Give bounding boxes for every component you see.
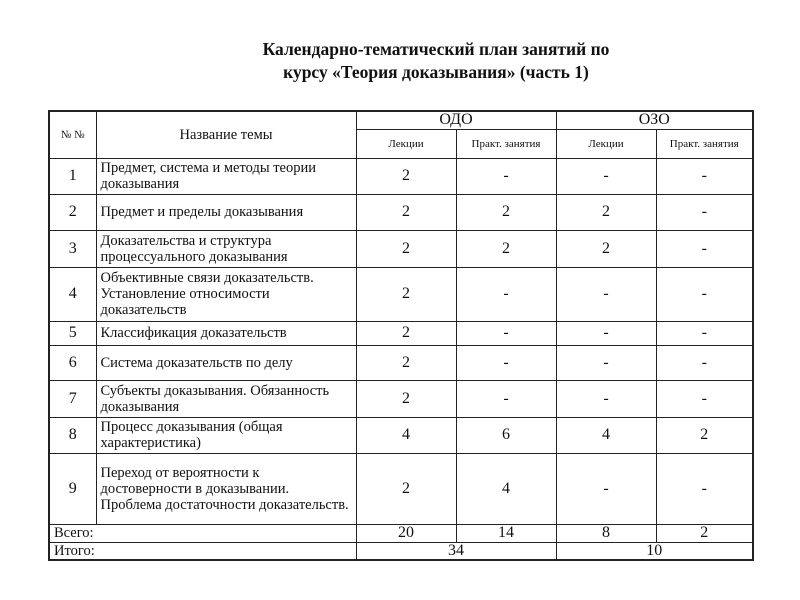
- ozo-lectures: -: [556, 453, 656, 524]
- ozo-practice: -: [656, 158, 753, 194]
- ozo-practice: -: [656, 267, 753, 321]
- odo-practice: 6: [456, 417, 556, 453]
- title-line-1: Календарно-тематический план занятий по: [262, 39, 610, 59]
- ozo-practice: -: [656, 230, 753, 267]
- odo-lectures: 4: [356, 417, 456, 453]
- schedule-table: [48, 110, 754, 561]
- total-row: [49, 524, 753, 542]
- ozo-lectures: -: [556, 321, 656, 345]
- topic-name: Предмет и пределы доказывания: [96, 194, 356, 230]
- grand-odo: 34: [356, 542, 556, 560]
- odo-practice: -: [456, 267, 556, 321]
- total-label: Всего:: [49, 524, 356, 542]
- odo-lectures: 2: [356, 230, 456, 267]
- topic-name: Система доказательств по делу: [96, 345, 356, 380]
- table-row: [49, 380, 753, 417]
- header-ozo-lectures: Лекции: [556, 129, 656, 158]
- table-row: [49, 345, 753, 380]
- total-ozo-practice: 2: [656, 524, 753, 542]
- total-odo-lectures: 20: [356, 524, 456, 542]
- topic-name: Объективные связи доказательств. Установление относимости доказательств: [96, 267, 356, 321]
- row-number: 5: [49, 321, 96, 345]
- odo-practice: -: [456, 380, 556, 417]
- row-number: 2: [49, 194, 96, 230]
- ozo-practice: -: [656, 194, 753, 230]
- topic-name: Переход от вероятности к достоверности в доказывании. Проблема достаточности доказательств.: [96, 453, 356, 524]
- header-odo: ОДО: [356, 111, 556, 129]
- topic-name: Предмет, система и методы теории доказывания: [96, 158, 356, 194]
- header-ozo: ОЗО: [556, 111, 753, 129]
- row-number: 1: [49, 158, 96, 194]
- table-row: [49, 158, 753, 194]
- topic-name: Субъекты доказывания. Обязанность доказывания: [96, 380, 356, 417]
- row-number: 4: [49, 267, 96, 321]
- topic-name: Доказательства и структура процессуального доказывания: [96, 230, 356, 267]
- topic-name: Классификация доказательств: [96, 321, 356, 345]
- table-row: [49, 230, 753, 267]
- odo-lectures: 2: [356, 158, 456, 194]
- title-line-2: курсу «Теория доказывания» (часть 1): [283, 62, 589, 82]
- header-topic: Название темы: [96, 111, 356, 158]
- header-row: [49, 111, 753, 129]
- odo-lectures: 2: [356, 453, 456, 524]
- row-number: 6: [49, 345, 96, 380]
- row-number: 3: [49, 230, 96, 267]
- odo-practice: 2: [456, 194, 556, 230]
- odo-practice: 2: [456, 230, 556, 267]
- table-row: [49, 453, 753, 524]
- document-title: [0, 38, 800, 84]
- ozo-lectures: -: [556, 158, 656, 194]
- table-row: [49, 417, 753, 453]
- row-number: 7: [49, 380, 96, 417]
- topic-name: Процесс доказывания (общая характеристика): [96, 417, 356, 453]
- total-odo-practice: 14: [456, 524, 556, 542]
- ozo-practice: -: [656, 380, 753, 417]
- header-num: № №: [49, 111, 96, 158]
- odo-lectures: 2: [356, 194, 456, 230]
- row-number: 9: [49, 453, 96, 524]
- odo-lectures: 2: [356, 321, 456, 345]
- total-ozo-lectures: 8: [556, 524, 656, 542]
- ozo-practice: -: [656, 321, 753, 345]
- grand-ozo: 10: [556, 542, 753, 560]
- grand-label: Итого:: [49, 542, 356, 560]
- grand-total-row: [49, 542, 753, 560]
- table-row: [49, 267, 753, 321]
- odo-lectures: 2: [356, 345, 456, 380]
- ozo-lectures: -: [556, 267, 656, 321]
- ozo-lectures: -: [556, 345, 656, 380]
- ozo-lectures: 2: [556, 230, 656, 267]
- table-row: [49, 321, 753, 345]
- odo-practice: 4: [456, 453, 556, 524]
- ozo-lectures: 4: [556, 417, 656, 453]
- ozo-lectures: 2: [556, 194, 656, 230]
- ozo-lectures: -: [556, 380, 656, 417]
- row-number: 8: [49, 417, 96, 453]
- header-ozo-practice: Практ. занятия: [656, 129, 753, 158]
- ozo-practice: -: [656, 453, 753, 524]
- ozo-practice: -: [656, 345, 753, 380]
- table-row: [49, 194, 753, 230]
- ozo-practice: 2: [656, 417, 753, 453]
- odo-lectures: 2: [356, 267, 456, 321]
- odo-lectures: 2: [356, 380, 456, 417]
- header-odo-lectures: Лекции: [356, 129, 456, 158]
- odo-practice: -: [456, 345, 556, 380]
- header-odo-practice: Практ. занятия: [456, 129, 556, 158]
- odo-practice: -: [456, 321, 556, 345]
- odo-practice: -: [456, 158, 556, 194]
